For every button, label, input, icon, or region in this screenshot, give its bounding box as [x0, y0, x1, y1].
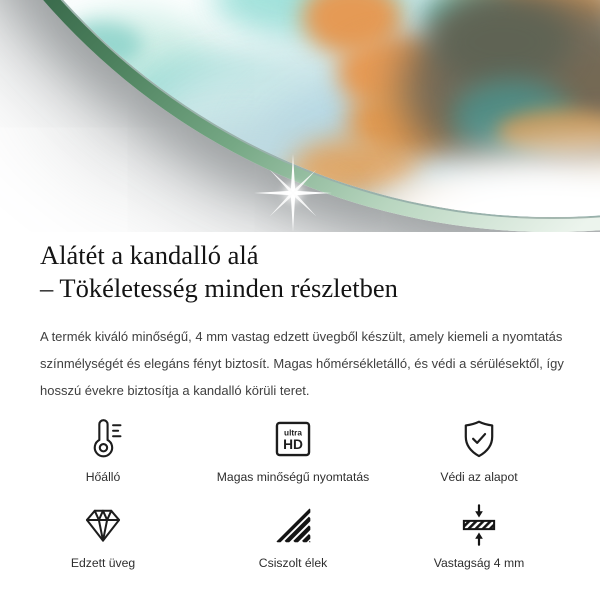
feature-heat-resistant [40, 416, 166, 484]
feature-label: Magas minőségű nyomtatás [216, 469, 370, 484]
description-line: hosszú évekre biztosítja a kandalló körüli teret. [40, 382, 310, 398]
title-line-2: – Tökéletesség minden részletben [40, 273, 398, 303]
art-blob [62, 22, 142, 67]
feature-label: Hőálló [85, 469, 121, 484]
feature-label: Vastagság 4 mm [433, 555, 525, 570]
feature-print-quality [166, 416, 420, 484]
diamond-icon [81, 502, 125, 548]
svg-text:HD: HD [283, 436, 303, 452]
feature-polished-edges [166, 502, 420, 570]
art-blob [432, 0, 572, 87]
feature-tempered-glass [40, 502, 166, 570]
feature-thickness [420, 502, 538, 570]
ultra-hd-icon [271, 416, 315, 462]
feature-label: Védi az alapot [440, 469, 518, 484]
sparkle-highlight [248, 148, 338, 232]
svg-text:ultra: ultra [284, 428, 302, 438]
feature-label: Edzett üveg [70, 555, 136, 570]
product-image [0, 0, 600, 232]
feature-label: Csiszolt élek [258, 555, 328, 570]
polished-edges-icon [271, 502, 315, 548]
description-line: A termék kiváló minőségű, 4 mm vastag edzett üvegből készült, amely kiemeli a nyomtatás [40, 328, 563, 344]
title-line-1: Alátét a kandalló alá [40, 240, 259, 270]
feature-base-protection [420, 416, 538, 484]
shield-check-icon [457, 416, 501, 462]
thermometer-icon [81, 416, 125, 462]
thickness-icon [457, 502, 501, 548]
feature-grid [40, 416, 538, 570]
description-line: színmélységét és elegáns fényt biztosít. Magas hőmérsékletálló, és védi a sérülésektől, így [40, 355, 564, 371]
page-title [40, 239, 560, 305]
product-description [40, 323, 564, 404]
product-info-section [0, 239, 600, 570]
